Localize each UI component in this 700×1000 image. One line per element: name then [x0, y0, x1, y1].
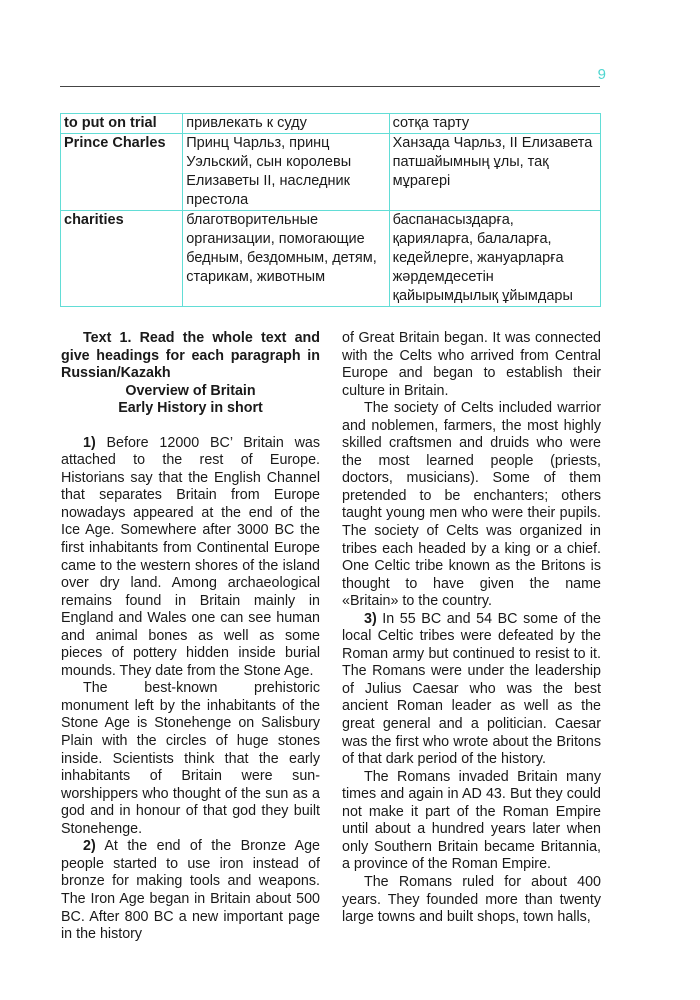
right-column	[342, 330, 601, 927]
paragraph	[61, 838, 320, 943]
russian-translation-cell: привлекать к суду	[183, 114, 389, 134]
table-row	[61, 114, 601, 134]
paragraph-text: The society of Celts included warrior and noblemen, farmers, the most highly skilled craftsmen and druids who were the most learned people (priests, doctors, musicians). Some of them pretended to be enchanters; others taught young men who were their pupils. The society of Celts was organized in tribes each headed by a king or a chief. One Celtic tribe known as the Britons is thought to have given the name «Britain» to the country.	[342, 400, 601, 610]
paragraph-text: In 55 BC and 54 BC some of the local Celtic tribes were defeated by the Roman army but continued to resist to it. The Romans were under the leadership of Julius Caesar who was the best ancient Roman leader as well as the great general and a politician. Caesar was the first who wrote about the Britons of that dark period of the history.	[342, 610, 601, 768]
article-title	[61, 383, 320, 418]
russian-translation-cell: Принц Чарльз, принц Уэльский, сын королевы Елизаветы II, наследник престола	[183, 134, 389, 211]
paragraph-text: The Romans invaded Britain many times and again in AD 43. But they could not make it part of the Roman Empire until about a hundred years later when only Southern Britain became Britannia, a province of the Roman Empire.	[342, 768, 601, 873]
page-number: 9	[597, 66, 606, 83]
table-row	[61, 134, 601, 211]
header-rule	[60, 86, 600, 87]
left-column	[61, 330, 320, 944]
paragraph-text: The Romans ruled for about 400 years. They founded more than twenty large towns and built shops, town halls,	[342, 873, 601, 926]
paragraph	[342, 611, 601, 769]
vocabulary-table	[60, 113, 601, 307]
paragraph	[61, 680, 320, 838]
paragraph-text: of Great Britain began. It was connected with the Celts who arrived from Central Europe and began to establish their culture in Britain.	[342, 330, 601, 399]
kazakh-translation-cell: баспанасыздарға, қарияларға, балаларға, кедейлерге, жануарларға жәрдемдесетін қайырымдылық ұйымдары	[389, 211, 600, 307]
paragraph-text: At the end of the Bronze Age people started to use iron instead of bronze for making tools and weapons. The Iron Age began in Britain about 500 BC. After 800 BC a new important page in the history	[61, 838, 320, 943]
table-row	[61, 211, 601, 307]
term-cell: Prince Charles	[61, 134, 183, 211]
paragraph-continuation	[342, 330, 601, 400]
task-instruction: Text 1. Read the whole text and give headings for each paragraph in Russian/Kazakh	[61, 330, 320, 382]
title-line-1: Overview of Britain	[125, 382, 256, 399]
russian-translation-cell: благотворительные организации, помогающие бедным, бездомным, детям, старикам, животным	[183, 211, 389, 307]
paragraph	[342, 874, 601, 927]
term-cell: charities	[61, 211, 183, 307]
paragraph-number: 2)	[83, 838, 96, 855]
paragraph	[342, 400, 601, 611]
kazakh-translation-cell: сотқа тарту	[389, 114, 600, 134]
paragraph-number: 3)	[364, 610, 377, 627]
paragraph-number: 1)	[83, 434, 96, 451]
paragraph	[342, 769, 601, 874]
title-line-2: Early History in short	[118, 400, 263, 417]
kazakh-translation-cell: Ханзада Чарльз, II Елизавета патшайымның ұлы, тақ мұрагері	[389, 134, 600, 211]
paragraph-text: Before 12000 BC’ Britain was attached to the rest of Europe. Historians say that the English Channel that separates Britain from Europe nowadays appeared at the end of the Ice Age. Somewhere after 3000 BC the first inhabitants from Continental Europe came to the western shores of the island over dry land. Among archaeological remains found in Britain mainly in England and Wales one can see human and animal bones as well as some pieces of pottery hidden inside burial mounds. They date from the Stone Age.	[61, 434, 320, 679]
paragraph	[61, 435, 320, 681]
paragraph-text: The best-known prehistoric monument left by the inhabitants of the Stone Age is Stonehenge on Salisbury Plain with the circles of huge stones inside. Scientists think that the early inhabitants of Britain were sun-worshippers who thought of the sun as a god and in honour of that god they built Stonehenge.	[61, 680, 320, 837]
term-cell: to put on trial	[61, 114, 183, 134]
